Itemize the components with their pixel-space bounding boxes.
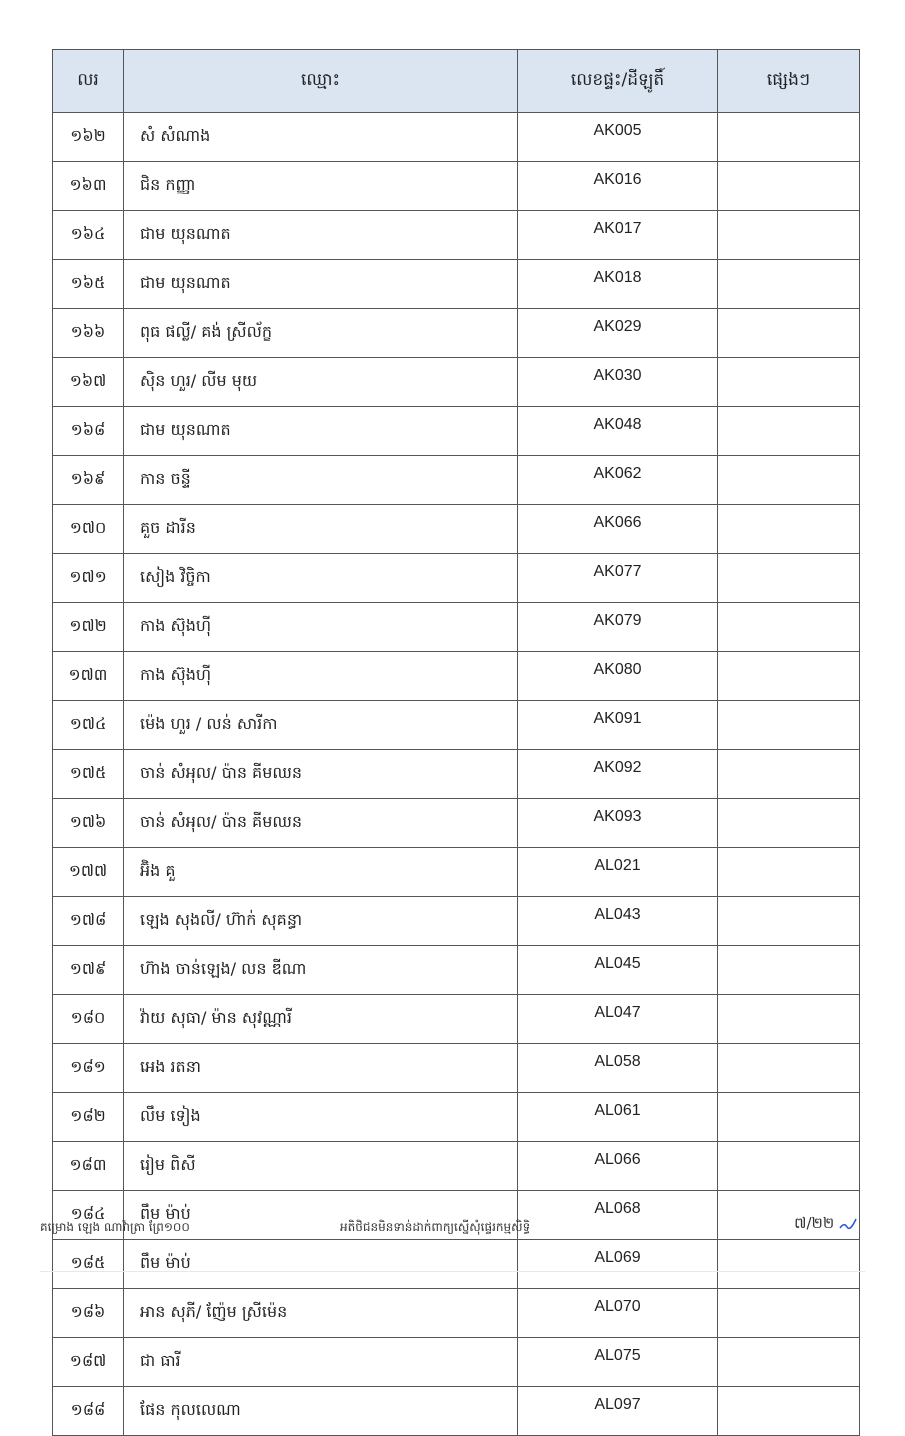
header-no: លរ: [53, 50, 124, 113]
table-row: [53, 1044, 860, 1093]
row-other: [718, 799, 860, 848]
row-name: ឡេង សុងលី/ ហ៊ាក់ សុគន្ធា: [124, 897, 518, 946]
row-name: ស៊ិន ហួរ/ លីម មុយ: [124, 358, 518, 407]
table-row: [53, 407, 860, 456]
row-other: [718, 113, 860, 162]
row-code: AL045: [518, 946, 718, 995]
row-name: ហ៊ាង ចាន់ឡេង/ លន ឌីណា: [124, 946, 518, 995]
row-other: [718, 897, 860, 946]
header-other: ផ្សេងៗ: [718, 50, 860, 113]
row-no: ១៨០: [53, 995, 124, 1044]
table-row: [53, 1240, 860, 1289]
row-no: ១៦៧: [53, 358, 124, 407]
table-row: [53, 1289, 860, 1338]
table-row: [53, 1387, 860, 1436]
table-row: [53, 456, 860, 505]
row-other: [718, 1093, 860, 1142]
row-other: [718, 1387, 860, 1436]
row-no: ១៧០: [53, 505, 124, 554]
row-code: AK029: [518, 309, 718, 358]
row-other: [718, 260, 860, 309]
row-code: AL043: [518, 897, 718, 946]
row-code: AL075: [518, 1338, 718, 1387]
row-other: [718, 1142, 860, 1191]
row-other: [718, 750, 860, 799]
row-code: AL058: [518, 1044, 718, 1093]
row-code: AL066: [518, 1142, 718, 1191]
table-row: [53, 799, 860, 848]
row-name: សៀង វិច្ចិកា: [124, 554, 518, 603]
row-no: ១៦៦: [53, 309, 124, 358]
row-code: AK005: [518, 113, 718, 162]
row-name: អាន សុភី/ ញ៉ែម ស្រីម៉េន: [124, 1289, 518, 1338]
row-name: សំ សំណាង: [124, 113, 518, 162]
row-no: ១៧៦: [53, 799, 124, 848]
row-code: AL097: [518, 1387, 718, 1436]
row-other: [718, 848, 860, 897]
row-no: ១៨៧: [53, 1338, 124, 1387]
row-other: [718, 701, 860, 750]
row-name: វ៉ាយ សុធា/ ម៉ាន សុវណ្ណារី: [124, 995, 518, 1044]
row-name: កាង ស៊ុងហ៊ី: [124, 652, 518, 701]
row-code: AL047: [518, 995, 718, 1044]
table-row: [53, 848, 860, 897]
row-no: ១៨៨: [53, 1387, 124, 1436]
table-row: [53, 162, 860, 211]
row-code: AK048: [518, 407, 718, 456]
row-name: កាង ស៊ុងហ៊ី: [124, 603, 518, 652]
table-row: [53, 995, 860, 1044]
row-no: ១៧៣: [53, 652, 124, 701]
row-name: ពឹម ម៉ាប់: [124, 1191, 518, 1240]
row-name: ម៉េង ហួរ / លន់ សារីកា: [124, 701, 518, 750]
table-row: [53, 211, 860, 260]
row-name: ជាម យុនណាត: [124, 260, 518, 309]
row-code: AK017: [518, 211, 718, 260]
table-row: [53, 358, 860, 407]
row-code: AK093: [518, 799, 718, 848]
row-no: ១៧៤: [53, 701, 124, 750]
row-other: [718, 505, 860, 554]
row-other: [718, 946, 860, 995]
row-name: លឹម ទៀង: [124, 1093, 518, 1142]
row-code: AK092: [518, 750, 718, 799]
row-no: ១៦៣: [53, 162, 124, 211]
row-other: [718, 1240, 860, 1289]
row-other: [718, 1338, 860, 1387]
table-row: [53, 603, 860, 652]
row-no: ១៧៥: [53, 750, 124, 799]
row-no: ១៦៤: [53, 211, 124, 260]
table-row: [53, 1142, 860, 1191]
row-name: ជាម យុនណាត: [124, 407, 518, 456]
row-other: [718, 211, 860, 260]
row-no: ១៨៦: [53, 1289, 124, 1338]
row-no: ១៧២: [53, 603, 124, 652]
row-name: ជាម យុនណាត: [124, 211, 518, 260]
table-header-row: [53, 50, 860, 113]
row-no: ១៧៨: [53, 897, 124, 946]
signature-mark-icon: [839, 1218, 857, 1230]
table-row: [53, 750, 860, 799]
row-other: [718, 407, 860, 456]
row-code: AK066: [518, 505, 718, 554]
table-row: [53, 1338, 860, 1387]
row-name: ផែន កុលលេណា: [124, 1387, 518, 1436]
row-no: ១៦២: [53, 113, 124, 162]
row-no: ១៨១: [53, 1044, 124, 1093]
row-code: AL069: [518, 1240, 718, 1289]
row-code: AK091: [518, 701, 718, 750]
row-no: ១៨៤: [53, 1191, 124, 1240]
table-row: [53, 701, 860, 750]
row-name: រៀម ពិសី: [124, 1142, 518, 1191]
row-other: [718, 309, 860, 358]
row-code: AK030: [518, 358, 718, 407]
row-code: AL021: [518, 848, 718, 897]
row-code: AL070: [518, 1289, 718, 1338]
row-code: AK018: [518, 260, 718, 309]
row-other: [718, 554, 860, 603]
row-name: គួច ដារីន: [124, 505, 518, 554]
row-other: [718, 162, 860, 211]
row-name: ជា ធារី: [124, 1338, 518, 1387]
row-no: ១៨៥: [53, 1240, 124, 1289]
row-no: ១៦៨: [53, 407, 124, 456]
row-other: [718, 456, 860, 505]
row-code: AL068: [518, 1191, 718, 1240]
row-no: ១៧១: [53, 554, 124, 603]
row-name: អេង រតនា: [124, 1044, 518, 1093]
row-name: អ៊ិង គួ: [124, 848, 518, 897]
row-name: ចាន់ សំអុល/ ប៉ាន គីមឈន: [124, 750, 518, 799]
table-body: [53, 113, 860, 1436]
table-row: [53, 505, 860, 554]
header-name: ឈ្មោះ: [124, 50, 518, 113]
row-code: AK079: [518, 603, 718, 652]
row-no: ១៧៩: [53, 946, 124, 995]
row-other: [718, 652, 860, 701]
row-code: AK080: [518, 652, 718, 701]
row-other: [718, 358, 860, 407]
row-name: ពុធ ផល្លី/ គង់ ស្រីល័ក្ខ: [124, 309, 518, 358]
row-name: ជិន កញ្ញា: [124, 162, 518, 211]
table-row: [53, 652, 860, 701]
page-number: ៧/២២: [794, 1214, 835, 1232]
table-row: [53, 897, 860, 946]
header-code: លេខផ្ទះ/ដីឡូតិ៍: [518, 50, 718, 113]
row-name: ចាន់ សំអុល/ ប៉ាន គីមឈន: [124, 799, 518, 848]
row-other: [718, 603, 860, 652]
table-row: [53, 309, 860, 358]
table-row: [53, 554, 860, 603]
table-row: [53, 113, 860, 162]
row-code: AK016: [518, 162, 718, 211]
row-name: ពឹម ម៉ាប់: [124, 1240, 518, 1289]
row-other: [718, 1044, 860, 1093]
row-no: ១៦៩: [53, 456, 124, 505]
row-code: AK077: [518, 554, 718, 603]
footer-title: អតិថិជនមិនទាន់ដាក់ពាក្យស្នើសុំផ្ទេរកម្មសិទ្ធិ: [340, 1220, 531, 1234]
row-no: ១៦៥: [53, 260, 124, 309]
page-bottom-edge: [40, 1271, 865, 1272]
table-row: [53, 1093, 860, 1142]
footer-page-number: [794, 1214, 857, 1236]
row-code: AL061: [518, 1093, 718, 1142]
table-row: [53, 946, 860, 995]
row-name: កាន ចន្ទី: [124, 456, 518, 505]
table-row: [53, 260, 860, 309]
row-no: ១៨៣: [53, 1142, 124, 1191]
row-no: ១៨២: [53, 1093, 124, 1142]
row-other: [718, 1289, 860, 1338]
footer-project: គម្រោង ឡេង ណាវ៉ាត្រា ព្រែ១០០: [40, 1220, 190, 1234]
row-other: [718, 995, 860, 1044]
row-code: AK062: [518, 456, 718, 505]
row-no: ១៧៧: [53, 848, 124, 897]
